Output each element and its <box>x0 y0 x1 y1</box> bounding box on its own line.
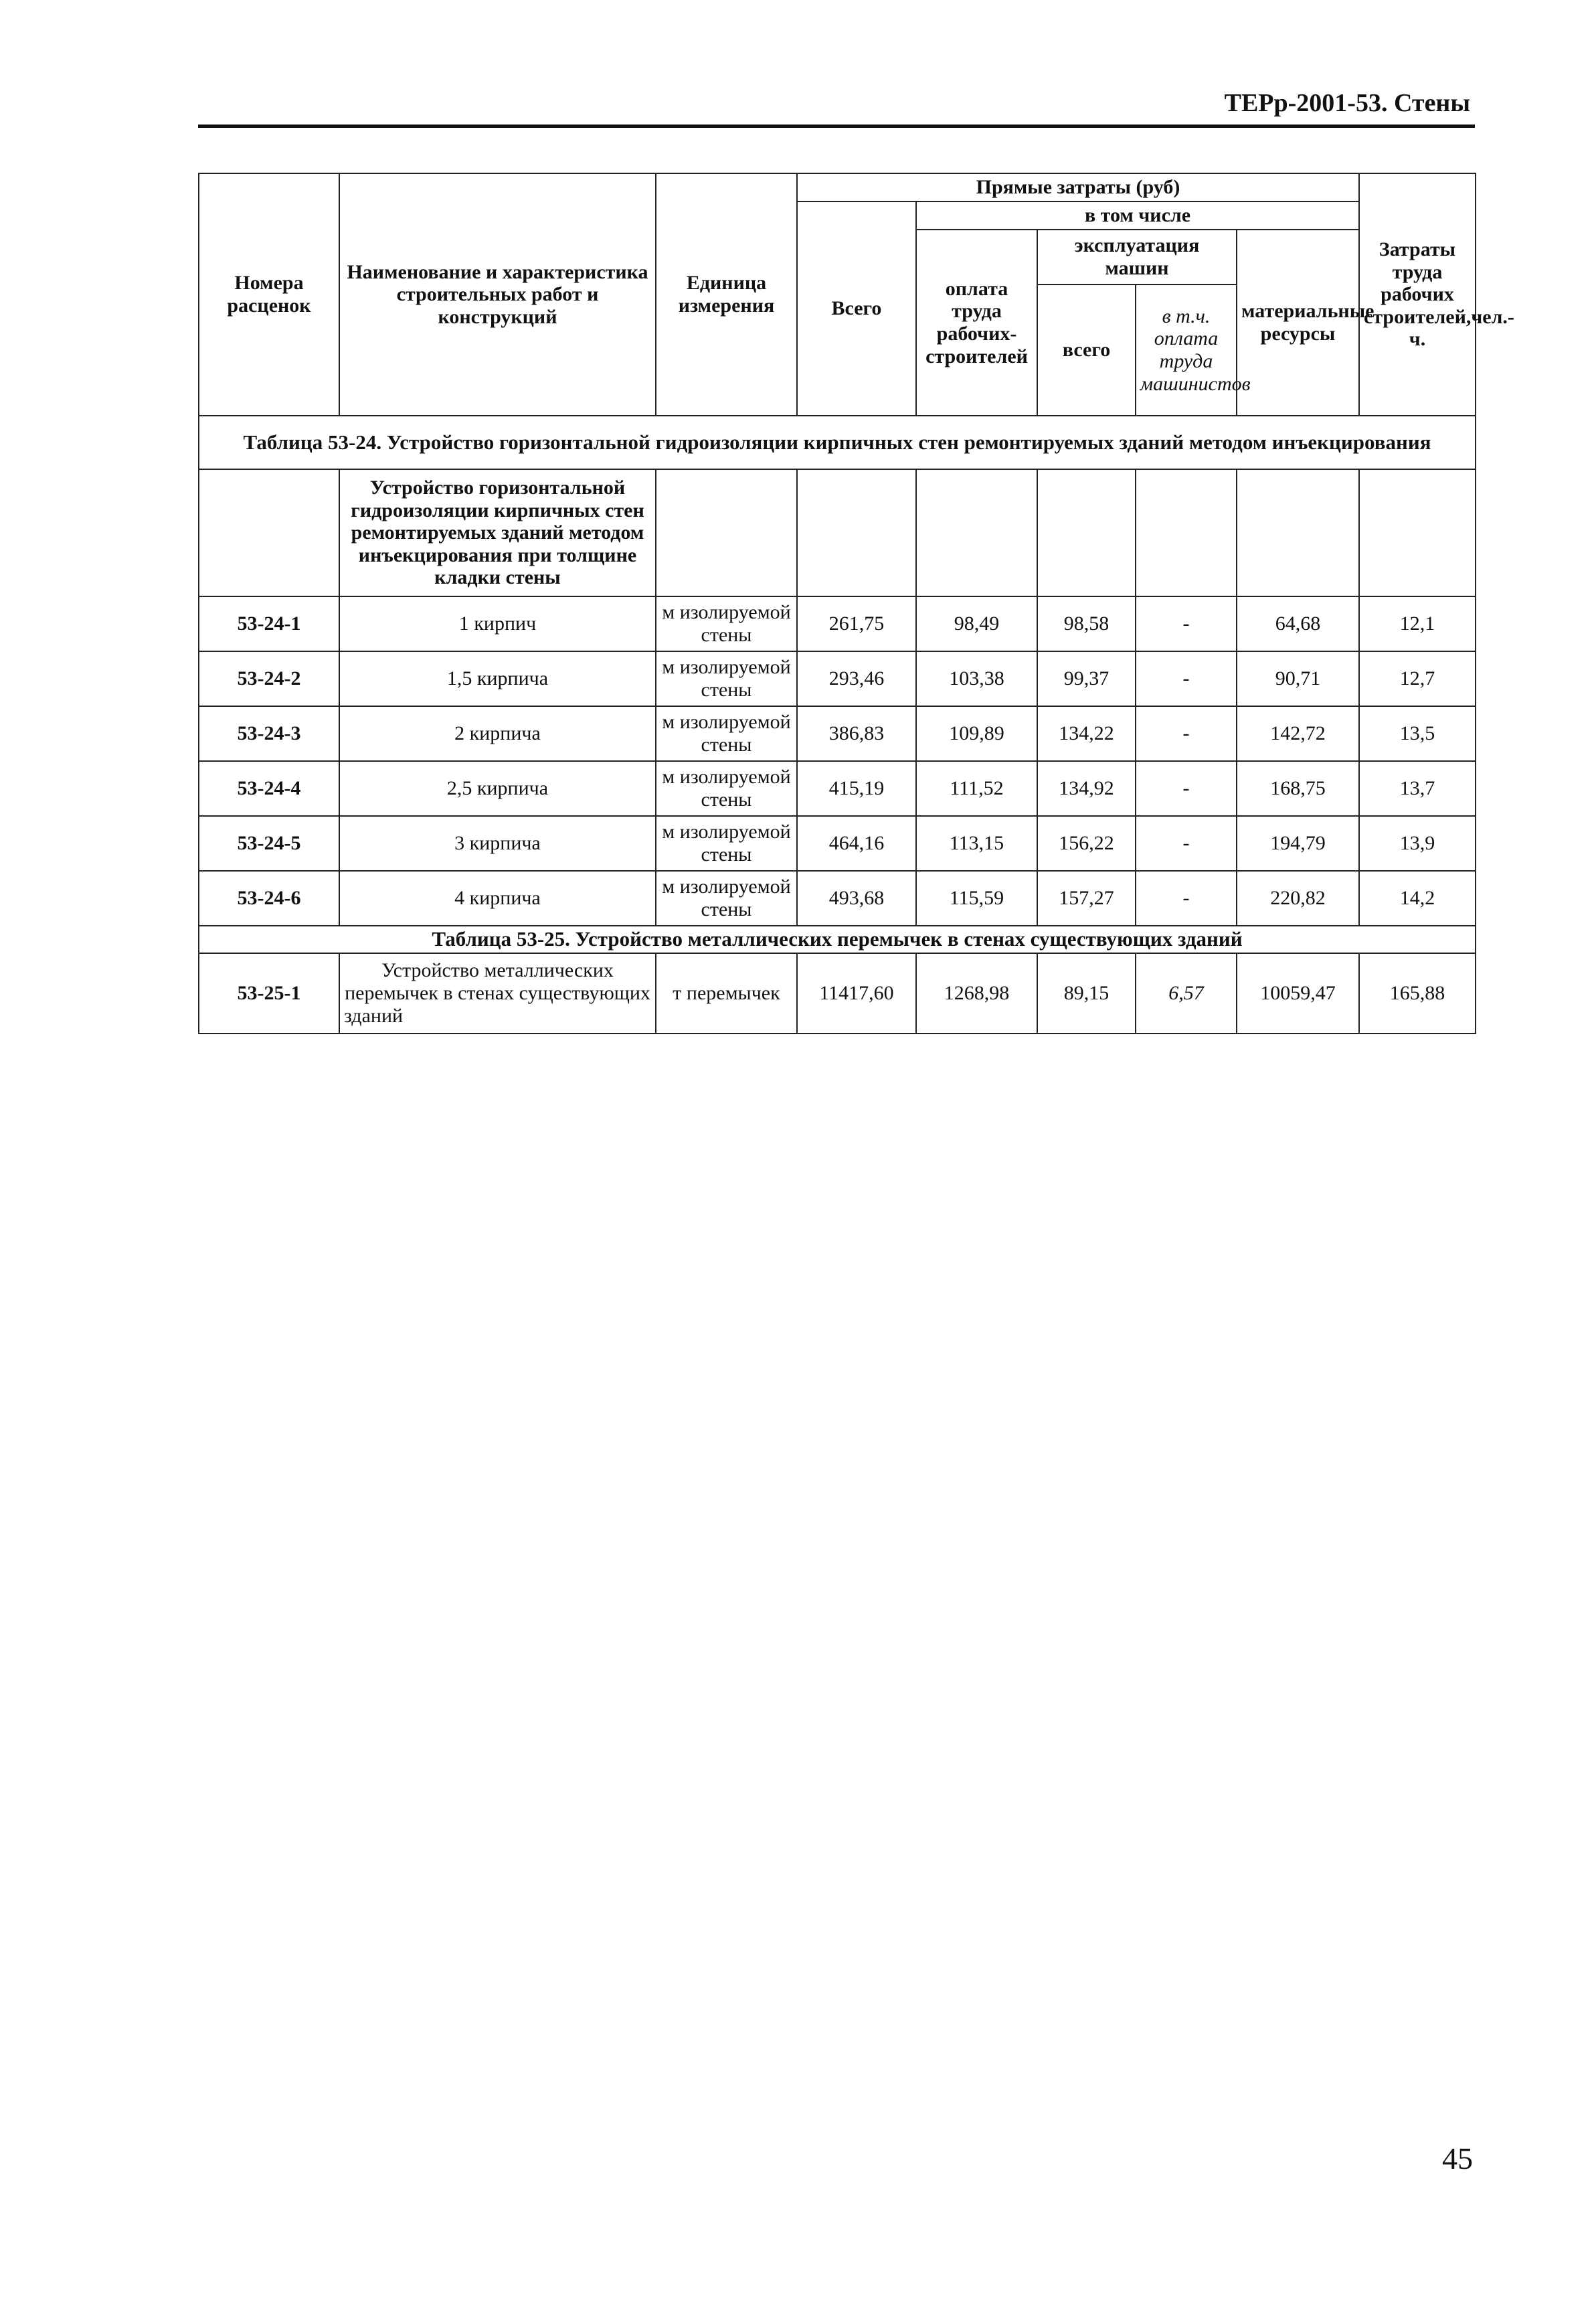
table-row <box>199 706 1476 761</box>
row-name: 1 кирпич <box>339 596 656 651</box>
row-unit: м изолируемой стены <box>656 706 797 761</box>
page-number: 45 <box>1442 2141 1473 2175</box>
row-code: 53-24-5 <box>199 816 339 871</box>
row-code: 53-24-1 <box>199 596 339 651</box>
col-header-name: Наименование и характеристика строительных работ и конструкций <box>339 173 656 416</box>
row-total: 261,75 <box>797 596 916 651</box>
row-name: 1,5 кирпича <box>339 651 656 706</box>
table-row <box>199 761 1476 816</box>
col-header-direct-costs: Прямые затраты (руб) <box>797 173 1359 201</box>
row-materials: 220,82 <box>1237 871 1359 926</box>
col-header-materials: материальные ресурсы <box>1237 230 1359 416</box>
row-labor: 115,59 <box>916 871 1037 926</box>
row-unit: т перемычек <box>656 953 797 1034</box>
row-machine-labor: - <box>1136 651 1237 706</box>
row-code: 53-24-2 <box>199 651 339 706</box>
row-machine: 134,92 <box>1037 761 1136 816</box>
row-labor-hours: 13,7 <box>1359 761 1476 816</box>
table-row <box>199 816 1476 871</box>
table-row <box>199 871 1476 926</box>
row-labor: 109,89 <box>916 706 1037 761</box>
row-labor: 113,15 <box>916 816 1037 871</box>
row-materials: 64,68 <box>1237 596 1359 651</box>
row-materials: 194,79 <box>1237 816 1359 871</box>
row-name: 2,5 кирпича <box>339 761 656 816</box>
rates-table <box>198 173 1514 1034</box>
row-machine-labor: - <box>1136 706 1237 761</box>
row-total: 11417,60 <box>797 953 916 1034</box>
col-header-labor-cost: Затраты труда рабочих строителей,чел.-ч. <box>1359 173 1476 416</box>
row-materials: 90,71 <box>1237 651 1359 706</box>
row-materials: 142,72 <box>1237 706 1359 761</box>
table-53-24-intro: Устройство горизонтальной гидроизоляции кирпичных стен ремонтируемых зданий методом инъекцирования при толщине кладки стены <box>339 469 656 596</box>
row-name: 2 кирпича <box>339 706 656 761</box>
row-machine: 89,15 <box>1037 953 1136 1034</box>
row-machine: 156,22 <box>1037 816 1136 871</box>
row-code: 53-24-6 <box>199 871 339 926</box>
row-unit: м изолируемой стены <box>656 816 797 871</box>
row-labor-hours: 12,7 <box>1359 651 1476 706</box>
table-53-25-caption: Таблица 53-25. Устройство металлических перемычек в стенах существующих зданий <box>199 926 1476 953</box>
row-labor-hours: 165,88 <box>1359 953 1476 1034</box>
table-row <box>199 953 1476 1034</box>
row-labor: 1268,98 <box>916 953 1037 1034</box>
row-total: 464,16 <box>797 816 916 871</box>
row-materials: 10059,47 <box>1237 953 1359 1034</box>
row-total: 493,68 <box>797 871 916 926</box>
row-machine-labor: - <box>1136 596 1237 651</box>
page-header-title: ТЕРр-2001-53. Стены <box>1224 89 1470 117</box>
intro-empty-cell <box>199 469 339 596</box>
row-machine: 99,37 <box>1037 651 1136 706</box>
header-rule <box>198 125 1475 128</box>
row-machine-labor: - <box>1136 761 1237 816</box>
row-machine: 98,58 <box>1037 596 1136 651</box>
col-header-machine-labor: в т.ч. оплата труда машинистов <box>1136 284 1237 416</box>
col-header-machine-op: эксплуатация машин <box>1037 230 1237 284</box>
row-machine-labor: - <box>1136 871 1237 926</box>
row-materials: 168,75 <box>1237 761 1359 816</box>
row-labor-hours: 12,1 <box>1359 596 1476 651</box>
table-row <box>199 651 1476 706</box>
row-name: 3 кирпича <box>339 816 656 871</box>
col-header-labor-pay: оплата труда рабочих-строителей <box>916 230 1037 416</box>
row-labor: 98,49 <box>916 596 1037 651</box>
row-total: 386,83 <box>797 706 916 761</box>
col-header-total: Всего <box>797 201 916 416</box>
row-labor-hours: 14,2 <box>1359 871 1476 926</box>
row-code: 53-25-1 <box>199 953 339 1034</box>
row-total: 415,19 <box>797 761 916 816</box>
row-unit: м изолируемой стены <box>656 651 797 706</box>
table-row <box>199 596 1476 651</box>
row-unit: м изолируемой стены <box>656 761 797 816</box>
row-machine: 134,22 <box>1037 706 1136 761</box>
row-machine-labor: 6,57 <box>1136 953 1237 1034</box>
col-header-including: в том числе <box>916 201 1359 230</box>
row-unit: м изолируемой стены <box>656 596 797 651</box>
row-name: 4 кирпича <box>339 871 656 926</box>
col-header-code: Номера расценок <box>199 173 339 416</box>
row-labor: 111,52 <box>916 761 1037 816</box>
table-53-24-caption: Таблица 53-24. Устройство горизонтальной гидроизоляции кирпичных стен ремонтируемых зданий методом инъекцирования <box>199 416 1476 469</box>
row-labor: 103,38 <box>916 651 1037 706</box>
row-total: 293,46 <box>797 651 916 706</box>
row-unit: м изолируемой стены <box>656 871 797 926</box>
row-code: 53-24-4 <box>199 761 339 816</box>
col-header-unit: Единица измерения <box>656 173 797 416</box>
row-code: 53-24-3 <box>199 706 339 761</box>
row-labor-hours: 13,5 <box>1359 706 1476 761</box>
row-machine-labor: - <box>1136 816 1237 871</box>
col-header-machine-total: всего <box>1037 284 1136 416</box>
row-labor-hours: 13,9 <box>1359 816 1476 871</box>
row-machine: 157,27 <box>1037 871 1136 926</box>
row-name: Устройство металлических перемычек в стенах существующих зданий <box>339 953 656 1034</box>
